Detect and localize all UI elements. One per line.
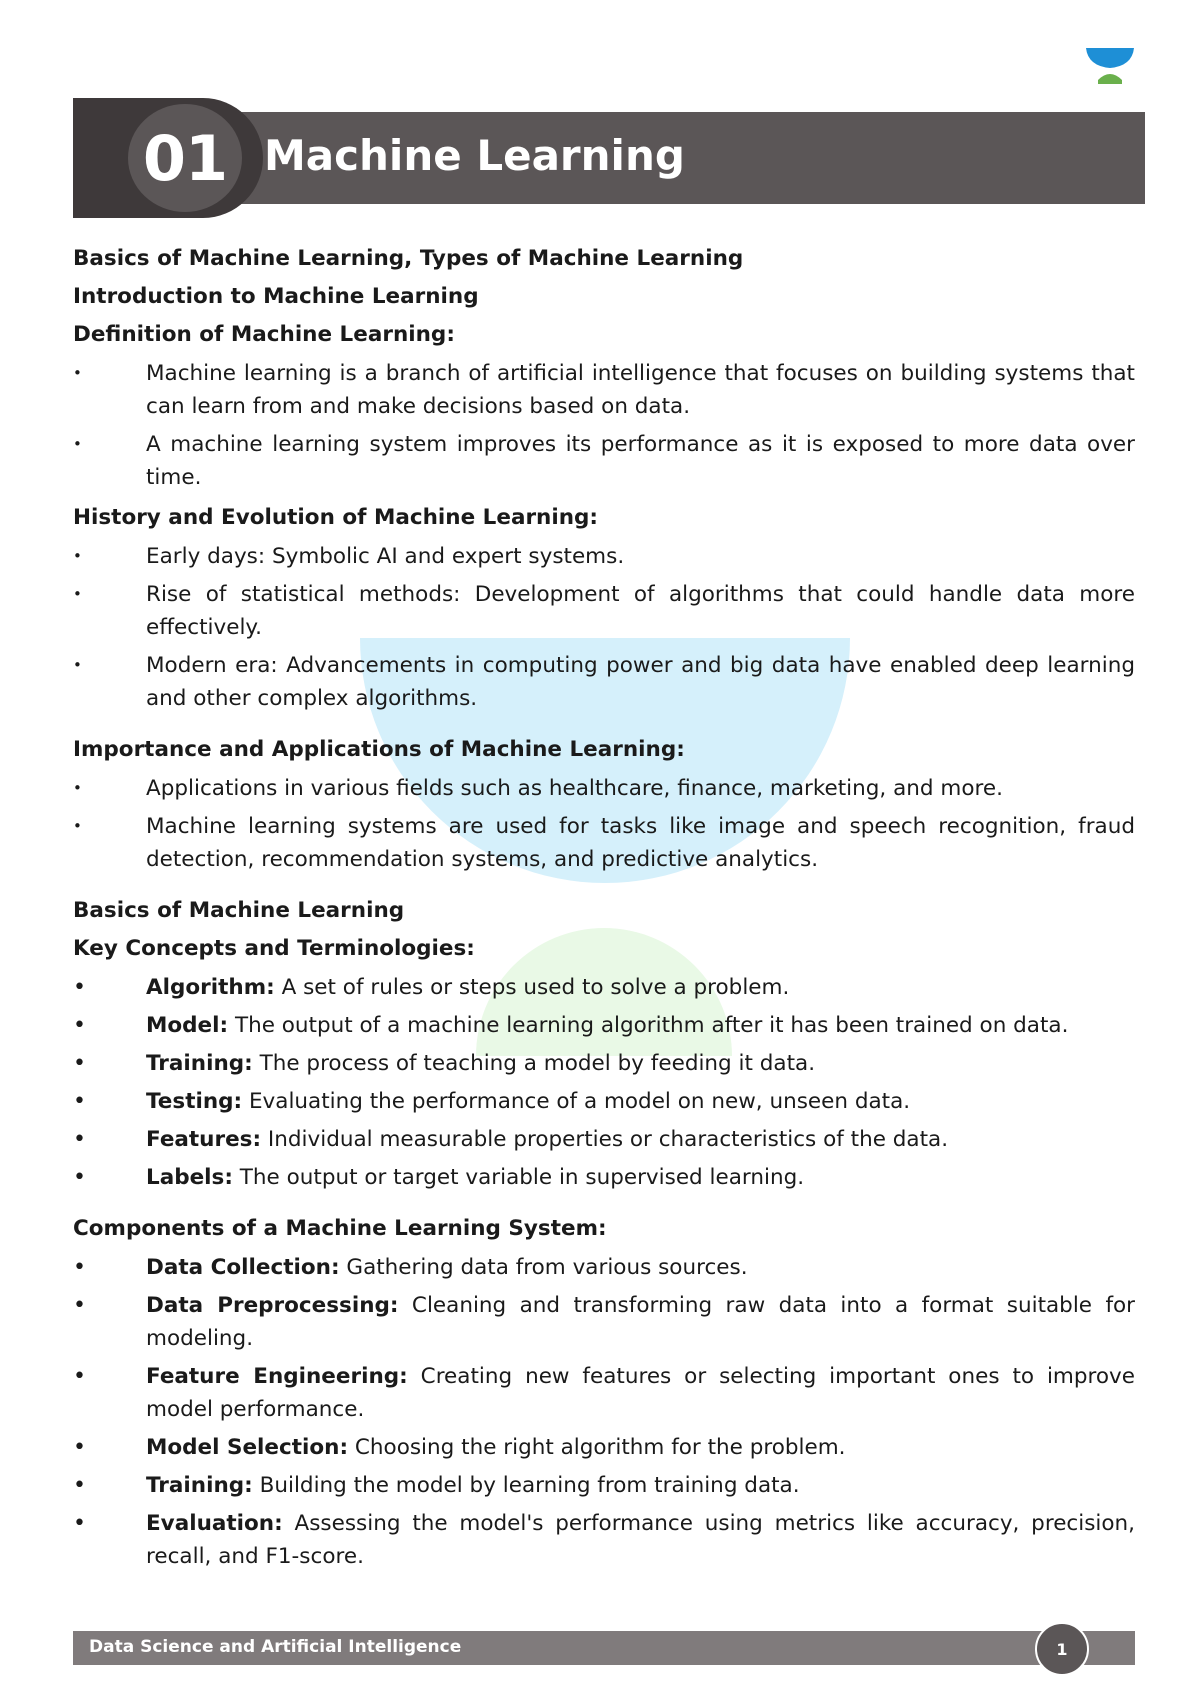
list-item: • Model Selection: Choosing the right algorithm for the problem. — [73, 1431, 1135, 1464]
list-item: • Early days: Symbolic AI and expert systems. — [73, 540, 1135, 573]
list-item: • Applications in various fields such as healthcare, finance, marketing, and more. — [73, 772, 1135, 805]
bullet-icon: • — [73, 585, 82, 603]
chapter-title: Machine Learning — [264, 131, 685, 180]
history-heading: History and Evolution of Machine Learning: — [73, 505, 599, 530]
list-item: • Evaluation: Assessing the model's performance using metrics like accuracy, precision, recall, and F1-score. — [73, 1507, 1135, 1573]
list-item: • Modern era: Advancements in computing power and big data have enabled deep learning and other complex algorithms. — [73, 649, 1135, 715]
list-item: • Features: Individual measurable properties or characteristics of the data. — [73, 1123, 1135, 1156]
definition-list — [73, 357, 1135, 494]
list-item: • Data Collection: Gathering data from various sources. — [73, 1251, 1135, 1284]
importance-list — [73, 772, 1135, 876]
intro-heading: Introduction to Machine Learning — [73, 284, 479, 309]
list-item: • Training: The process of teaching a model by feeding it data. — [73, 1047, 1135, 1080]
list-item: • Data Preprocessing: Cleaning and transforming raw data into a format suitable for modeling. — [73, 1289, 1135, 1355]
bullet-icon: • — [73, 547, 82, 565]
list-item: • Feature Engineering: Creating new features or selecting important ones to improve model performance. — [73, 1360, 1135, 1426]
bullet-icon: • — [73, 1051, 86, 1076]
list-item: • Rise of statistical methods: Development of algorithms that could handle data more effectively. — [73, 578, 1135, 644]
list-item: • A machine learning system improves its performance as it is exposed to more data over time. — [73, 428, 1135, 494]
list-item: • Labels: The output or target variable in supervised learning. — [73, 1161, 1135, 1194]
bullet-icon: • — [73, 779, 82, 797]
bullet-icon: • — [73, 1089, 86, 1114]
bullet-icon: • — [73, 1013, 86, 1038]
brand-logo-icon — [1086, 48, 1134, 88]
list-item: • Machine learning is a branch of artificial intelligence that focuses on building systems that can learn from and make decisions based on data. — [73, 357, 1135, 423]
topics-heading: Basics of Machine Learning, Types of Machine Learning — [73, 246, 744, 271]
definition-heading: Definition of Machine Learning: — [73, 322, 455, 347]
bullet-icon: • — [73, 1511, 86, 1536]
components-heading: Components of a Machine Learning System: — [73, 1216, 607, 1241]
importance-heading: Importance and Applications of Machine Learning: — [73, 737, 685, 762]
bullet-icon: • — [73, 1127, 86, 1152]
bullet-icon: • — [73, 1255, 86, 1280]
bullet-icon: • — [73, 435, 82, 453]
list-item: • Model: The output of a machine learning algorithm after it has been trained on data. — [73, 1009, 1135, 1042]
page-number: 1 — [1035, 1622, 1089, 1676]
document-body — [73, 240, 1135, 1578]
list-item: • Machine learning systems are used for tasks like image and speech recognition, fraud detection, recommendation systems, and predictive analytics. — [73, 810, 1135, 876]
footer-title: Data Science and Artificial Intelligence — [89, 1637, 462, 1657]
key-concepts-heading: Key Concepts and Terminologies: — [73, 936, 475, 961]
bullet-icon: • — [73, 1435, 86, 1460]
bullet-icon: • — [73, 1364, 86, 1389]
list-item: • Algorithm: A set of rules or steps used to solve a problem. — [73, 971, 1135, 1004]
bullet-icon: • — [73, 1473, 86, 1498]
bullet-icon: • — [73, 1165, 86, 1190]
chapter-number: 01 — [128, 104, 242, 212]
basics-heading: Basics of Machine Learning — [73, 898, 405, 923]
bullet-icon: • — [73, 975, 86, 1000]
bullet-icon: • — [73, 364, 82, 382]
components-list — [73, 1251, 1135, 1573]
page-footer — [73, 1631, 1135, 1665]
bullet-icon: • — [73, 817, 82, 835]
key-concepts-list — [73, 971, 1135, 1194]
bullet-icon: • — [73, 1293, 86, 1318]
list-item: • Training: Building the model by learning from training data. — [73, 1469, 1135, 1502]
history-list — [73, 540, 1135, 715]
list-item: • Testing: Evaluating the performance of a model on new, unseen data. — [73, 1085, 1135, 1118]
bullet-icon: • — [73, 656, 82, 674]
